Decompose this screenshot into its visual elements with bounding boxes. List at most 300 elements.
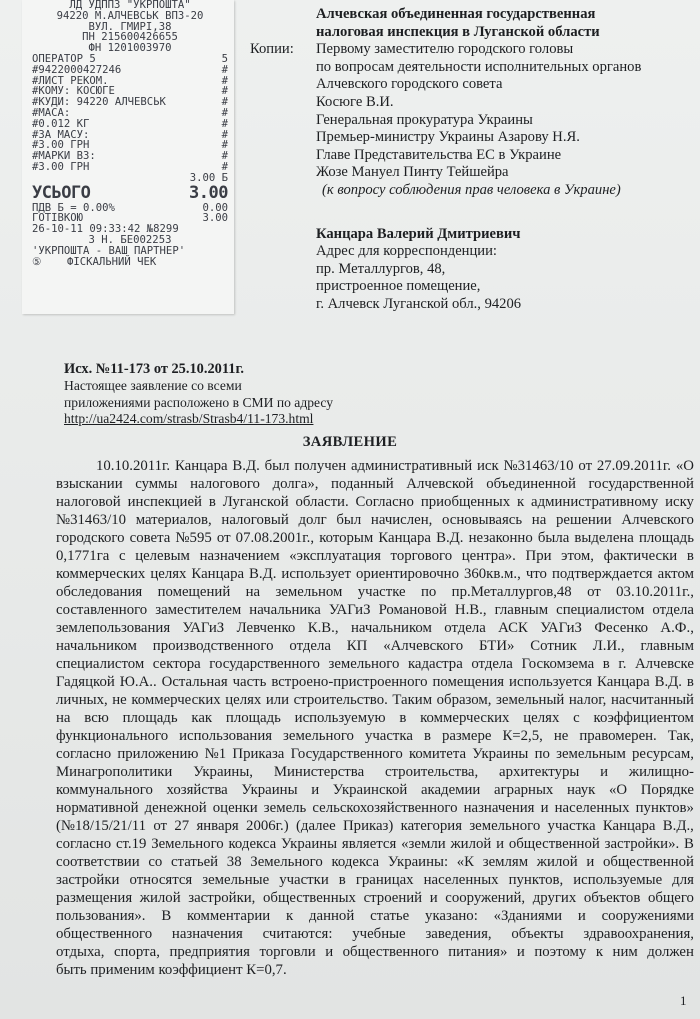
- body-word: населенных: [554, 800, 630, 816]
- body-word: пунктов»: [635, 800, 694, 816]
- receipt-line: 94220 М.АЛЧЕВСЬК ВПЗ-20: [56, 9, 204, 22]
- page-number: 1: [680, 993, 687, 1008]
- body-line: [56, 511, 694, 529]
- body-word: насчитанный: [610, 692, 694, 708]
- body-word: жилищно-: [628, 764, 694, 780]
- copies-note: (к вопросу соблюдения прав человека в Украине): [322, 181, 621, 198]
- body-line: [56, 871, 694, 889]
- body-word: земельные: [202, 872, 270, 888]
- receipt-total-label: УСЬОГО: [32, 182, 91, 203]
- body-word: был: [264, 458, 290, 474]
- body-word: 0,1771га: [56, 548, 110, 564]
- body-word: К=0,7.: [246, 962, 291, 978]
- body-word: часть: [232, 674, 267, 690]
- body-word: Канцара: [191, 566, 245, 582]
- body-word: Земельного: [250, 854, 323, 870]
- body-word: налоговой: [56, 494, 121, 510]
- body-word: Приказ): [342, 818, 394, 834]
- body-word: государственного: [209, 656, 320, 672]
- body-word: земельного: [283, 728, 354, 744]
- body-word: Госкомзема: [521, 656, 595, 672]
- body-word: приобщенных: [420, 494, 511, 510]
- body-word: поэтому: [534, 944, 587, 960]
- body-line: [56, 583, 694, 601]
- receipt-cell-right: 0.00: [202, 201, 228, 214]
- body-word: в: [423, 728, 431, 744]
- body-word: актом: [657, 566, 694, 582]
- receipt-cell-left: #МАРКИ ВЗ:: [32, 150, 96, 163]
- receipt-cell-left: ГОТІВКОЮ: [32, 212, 84, 225]
- body-word: здравоохранения,: [583, 926, 694, 942]
- body-word: используется: [509, 674, 593, 690]
- body-word: Алчевской: [406, 476, 474, 492]
- body-word: земельном: [275, 584, 343, 600]
- body-word: отдела: [289, 638, 331, 654]
- receipt-line: ВУЛ. ГМИРІ,38: [88, 20, 172, 33]
- receipt-line: 'УКРПОШТА - ВАШ ПАРТНЕР': [32, 244, 186, 257]
- body-word: Украины: [280, 836, 338, 852]
- reference-line: приложениями расположено в СМИ по адресу: [64, 394, 334, 410]
- body-word: других: [532, 890, 577, 906]
- body-line: [56, 475, 694, 493]
- body-word: коммерческих: [420, 710, 510, 726]
- body-word: статьей: [170, 854, 219, 870]
- body-word: быть: [56, 962, 91, 978]
- body-word: В.Д.: [249, 566, 277, 582]
- body-word: основываясь: [442, 512, 523, 528]
- body-word: заведения,: [425, 926, 492, 942]
- body-line: [56, 817, 694, 835]
- body-word: материалов,: [135, 512, 212, 528]
- body-word: г.: [618, 656, 627, 672]
- body-word: сектора: [152, 656, 201, 672]
- receipt-line: ФН 1201003970: [88, 42, 172, 55]
- body-word: и: [540, 800, 549, 816]
- body-word: 38: [226, 854, 242, 870]
- body-word: и: [496, 836, 505, 852]
- body-word: инспекцией: [127, 494, 202, 510]
- body-word: на: [56, 710, 71, 726]
- body-word: денежной: [144, 800, 207, 816]
- body-word: целевым: [135, 548, 190, 564]
- body-line: [56, 763, 694, 781]
- receipt-cell-right: 5: [221, 52, 228, 65]
- body-word: (далее: [295, 818, 336, 834]
- copies-item: Премьер-министру Украины Азарову Н.Я.: [316, 129, 580, 146]
- body-word: В: [684, 836, 694, 852]
- body-word: земельного: [469, 818, 541, 834]
- body-word: по: [420, 584, 437, 600]
- body-word: не: [112, 692, 127, 708]
- body-word: и: [586, 854, 595, 870]
- body-word: с: [118, 548, 126, 564]
- body-word: назначения: [171, 926, 243, 942]
- body-line: [56, 853, 694, 871]
- body-word: центра».: [461, 548, 516, 564]
- body-word: ст.19: [115, 836, 147, 852]
- body-word: административный: [350, 458, 473, 474]
- recipient-line: Алчевская объединенная государственная: [316, 6, 596, 22]
- body-word: и: [325, 944, 334, 960]
- body-word: считаются:: [262, 926, 333, 942]
- reference-block: [64, 361, 333, 428]
- body-word: от: [587, 584, 601, 600]
- body-word: землям: [482, 854, 529, 870]
- receipt-cell-left: #0.012 КГ: [32, 117, 90, 130]
- body-word: городского: [56, 530, 125, 546]
- body-word: статье: [370, 908, 410, 924]
- body-word: этом,: [561, 548, 594, 564]
- body-word: Так,: [667, 728, 694, 744]
- body-word: Украины: [241, 782, 298, 798]
- body-word: жилой: [450, 836, 492, 852]
- body-word: земель: [263, 800, 307, 816]
- body-line: [56, 799, 694, 817]
- body-word: долга»,: [272, 476, 319, 492]
- body-word: области.: [295, 494, 349, 510]
- body-word: «Алчевского: [383, 638, 464, 654]
- body-word: участке: [357, 584, 406, 600]
- body-word: Таким: [392, 692, 433, 708]
- sender-line: пр. Металлургов, 48,: [316, 260, 446, 277]
- body-word: специалистом: [556, 602, 645, 618]
- body-word: «О: [675, 458, 694, 474]
- body-word: Государственного: [290, 746, 403, 762]
- body-word: была: [537, 530, 570, 546]
- body-word: В.Д.: [232, 458, 260, 474]
- sender-block: [316, 226, 521, 313]
- body-word: Фесенко: [594, 620, 649, 636]
- receipt-cell-left: #3.00 ГРН: [32, 139, 90, 152]
- body-word: отдела: [652, 602, 694, 618]
- body-word: которым: [319, 530, 374, 546]
- body-word: Украины:: [387, 854, 449, 870]
- body-word: отдыха,: [56, 944, 105, 960]
- body-word: аграрных: [494, 782, 554, 798]
- body-word: земельным: [556, 746, 626, 762]
- receipt-total: [32, 184, 228, 203]
- body-word: используемую: [294, 710, 386, 726]
- body-word: К=2,5,: [502, 728, 543, 744]
- body-word: 03.10.2011г.,: [616, 584, 694, 600]
- body-word: нормативной: [56, 800, 139, 816]
- body-word: застройки: [56, 872, 120, 888]
- body-word: сооружениями: [601, 908, 694, 924]
- body-line: [56, 709, 694, 727]
- body-word: ориентировочно: [355, 566, 459, 582]
- body-word: УАГиЗ: [328, 602, 371, 618]
- body-word: приложению: [117, 746, 199, 762]
- body-word: земельного: [328, 656, 400, 672]
- body-word: Порядке: [640, 782, 694, 798]
- body-word: или: [265, 692, 290, 708]
- body-word: общественного: [56, 926, 153, 942]
- body-line: [56, 619, 694, 637]
- body-word: населенных: [423, 872, 499, 888]
- body-word: застройки,: [188, 890, 256, 906]
- body-word: в: [338, 872, 346, 888]
- body-word: и: [600, 764, 609, 780]
- copies-item: Генеральная прокуратура Украины: [316, 111, 533, 128]
- body-word: В.Д.,: [662, 818, 694, 834]
- body-word: коэффициентом: [593, 710, 694, 726]
- body-word: использует: [281, 566, 351, 582]
- document-title: ЗАЯВЛЕНИЕ: [302, 434, 398, 450]
- body-word: «О: [608, 782, 628, 798]
- body-word: является: [341, 836, 397, 852]
- body-line: [56, 673, 694, 691]
- body-word: 27: [174, 818, 190, 834]
- body-word: государственной: [588, 476, 694, 492]
- copies-item: Главе Представительства ЕС в Украине: [316, 146, 562, 163]
- body-word: как: [191, 710, 213, 726]
- body-word: отдела: [471, 656, 513, 672]
- body-word: главным: [640, 638, 694, 654]
- body-word: назначением: [199, 548, 280, 564]
- body-word: выделена: [574, 530, 634, 546]
- body-word: Сотник: [530, 638, 577, 654]
- body-word: земельный: [496, 692, 565, 708]
- body-word: комментарии: [186, 908, 271, 924]
- body-word: участки: [279, 872, 329, 888]
- receipt-cell-left: #КОМУ: КОСЮГЕ: [32, 85, 115, 98]
- receipt-line: ⑤ ФІСКАЛЬНИЙ ЧЕК: [32, 255, 157, 268]
- body-word: общественной: [508, 836, 600, 852]
- body-word: производственного: [152, 638, 274, 654]
- sender-line: Адрес для корреспонденции:: [316, 243, 497, 260]
- receipt-cell-right: #: [221, 63, 228, 76]
- body-word: административному: [531, 494, 659, 510]
- body-word: кодекса: [331, 854, 380, 870]
- body-word: должен: [647, 944, 694, 960]
- body-line: [56, 565, 694, 583]
- body-word: 10.10.2011г.: [96, 458, 171, 474]
- body-line: [56, 457, 694, 475]
- body-word: обследования: [56, 584, 143, 600]
- body-word: от: [153, 818, 168, 834]
- body-word: поданный: [331, 476, 394, 492]
- body-word: 27.09.2011г.: [596, 458, 671, 474]
- copies-list: [316, 41, 641, 199]
- postal-receipt: [22, 0, 234, 314]
- sender-line: пристроенное помещение,: [316, 278, 481, 295]
- body-word: В.Д.: [436, 530, 464, 546]
- receipt-cell-left: #МАСА:: [32, 106, 71, 119]
- body-word: кадастра: [407, 656, 463, 672]
- body-line: [56, 889, 694, 907]
- body-line: [56, 637, 694, 655]
- body-word: Канцара: [378, 530, 431, 546]
- body-line: [56, 781, 694, 799]
- body-word: «эксплуатация: [289, 548, 381, 564]
- body-word: Минагрополитики: [56, 764, 173, 780]
- body-word: наук: [566, 782, 596, 798]
- body-word: встроено-пристроенного: [271, 674, 428, 690]
- body-word: (№18/15/21/11: [56, 818, 147, 834]
- body-word: отдела: [444, 620, 486, 636]
- body-word: на: [531, 512, 547, 528]
- body-word: взыскании: [56, 476, 123, 492]
- body-word: целях: [150, 566, 187, 582]
- body-word: размещения: [56, 890, 133, 906]
- body-word: «К: [456, 854, 475, 870]
- body-word: налог,: [568, 692, 607, 708]
- body-word: помещения: [432, 674, 505, 690]
- body-word: решении: [556, 512, 612, 528]
- body-word: начальника: [249, 602, 321, 618]
- body-word: образом,: [436, 692, 492, 708]
- body-word: начислен,: [370, 512, 433, 528]
- body-word: личных,: [56, 692, 108, 708]
- body-line: [56, 745, 694, 763]
- body-word: УАГиЗ: [540, 620, 582, 636]
- body-word: Канцара: [174, 458, 228, 474]
- receipt-cell-left: #КУДИ: 94220 АЛЧЕВСЬК: [32, 96, 166, 109]
- body-line: [56, 835, 694, 853]
- body-word: общественного: [342, 944, 439, 960]
- reference-link[interactable]: http://ua2424.com/strasb/Strasb4/11-173.html: [64, 411, 314, 427]
- body-word: со: [148, 854, 163, 870]
- body-word: коммерческих: [56, 566, 146, 582]
- body-word: составленного: [56, 602, 148, 618]
- body-word: Алчевске: [634, 656, 694, 672]
- body-word: торгового: [390, 548, 453, 564]
- body-line: [56, 601, 694, 619]
- body-word: специалистом: [56, 656, 145, 672]
- body-word: заместителем: [155, 602, 242, 618]
- body-word: Украины: [472, 746, 529, 762]
- body-word: объединенной: [486, 476, 576, 492]
- body-word: целях: [523, 710, 560, 726]
- body-word: функционального: [56, 728, 169, 744]
- body-word: указано:: [425, 908, 478, 924]
- body-word: суммы: [135, 476, 178, 492]
- body-word: площадь: [225, 710, 281, 726]
- body-word: КП: [346, 638, 368, 654]
- receipt-cell-left: #9422000427246: [32, 63, 122, 76]
- body-line: [56, 961, 694, 979]
- sender-name: Канцара Валерий Дмитриевич: [316, 226, 521, 242]
- receipt-line: [32, 119, 228, 130]
- body-word: площадь: [122, 710, 178, 726]
- receipt-cell-right: #: [221, 139, 228, 152]
- receipt-cell-left: #ЛИСТ РЕКОМ.: [32, 74, 109, 87]
- body-word: комитета: [408, 746, 467, 762]
- receipt-line: [32, 65, 228, 76]
- body-word: строительства,: [384, 764, 479, 780]
- body-word: согласно: [56, 746, 112, 762]
- body-word: питания»: [448, 944, 508, 960]
- body-word: что: [525, 566, 547, 582]
- body-word: Л.И.,: [592, 638, 625, 654]
- sender-line: г. Алчевск Луганской обл., 94206: [316, 295, 522, 312]
- receipt-line: ПН 215600426655: [82, 31, 178, 44]
- body-word: предприятия: [169, 944, 250, 960]
- body-word: коммерческих: [131, 692, 221, 708]
- body-line: [56, 727, 694, 745]
- receipt-cell-right: #: [221, 96, 228, 109]
- body-word: Н.В.,: [454, 602, 487, 618]
- body-word: данной: [309, 908, 355, 924]
- recipient: [316, 6, 690, 41]
- body-word: АСК: [498, 620, 528, 636]
- receipt-cell-right: #: [221, 128, 228, 141]
- copies-item: по вопросам деятельности исполнительных органов: [316, 58, 642, 75]
- body-word: строительство.: [293, 692, 388, 708]
- body-word: начальником: [56, 638, 137, 654]
- body-word: к: [516, 494, 525, 510]
- body-word: правомерен.: [579, 728, 657, 744]
- body-word: к: [286, 908, 294, 924]
- body-line: [56, 943, 694, 961]
- body-word: коэффициент: [158, 962, 247, 978]
- body-line: [56, 493, 694, 511]
- body-word: пользования».: [56, 908, 146, 924]
- body-word: УАГиЗ: [182, 620, 225, 636]
- body-word: торговли: [259, 944, 316, 960]
- body-line: [56, 691, 694, 709]
- body-word: хозяйства: [166, 782, 228, 798]
- body-word: Ю.А..: [119, 674, 157, 690]
- body-word: от: [578, 458, 593, 474]
- body-word: 2006г.): [246, 818, 289, 834]
- body-word: совета: [129, 530, 171, 546]
- body-word: ресурсам,: [632, 746, 694, 762]
- body-word: согласно: [56, 836, 112, 852]
- body-word: жилой: [139, 890, 181, 906]
- copies-item: Жозе Мануел Пинту Тейшейра: [316, 164, 509, 181]
- body-word: №1: [204, 746, 227, 762]
- body-word: в: [602, 656, 610, 672]
- body-word: Земельного: [151, 836, 224, 852]
- body-word: был: [336, 512, 362, 528]
- body-word: №31463/10: [56, 512, 127, 528]
- receipt-line: ЛД УДППЗ "УКРПОШТА": [69, 0, 191, 11]
- receipt-line: [32, 173, 228, 184]
- receipt-cell-right: #: [221, 106, 228, 119]
- body-word: и: [577, 908, 586, 924]
- body-word: долг: [298, 512, 327, 528]
- body-word: подтверждается: [551, 566, 653, 582]
- body-word: Левченко: [236, 620, 296, 636]
- receipt-cell-right: #: [221, 160, 228, 173]
- body-word: Романовой: [378, 602, 447, 618]
- body-word: учебные: [352, 926, 406, 942]
- body-word: относятся: [129, 872, 193, 888]
- body-word: общественной: [602, 854, 694, 870]
- body-word: В: [161, 908, 172, 924]
- body-word: Украинской: [332, 782, 408, 798]
- receipt-cell-left: ОПЕРАТОР 5: [32, 52, 96, 65]
- body-word: от: [216, 530, 231, 546]
- body-word: размере: [441, 728, 492, 744]
- body-word: используемые: [573, 872, 663, 888]
- body-line: [56, 529, 694, 547]
- body-word: Приказа: [232, 746, 285, 762]
- receipt-total-value: 3.00: [189, 182, 228, 203]
- body-word: 360кв.м.,: [463, 566, 521, 582]
- body-word: Канцара: [597, 674, 650, 690]
- outgoing-number: Исх. №11-173 от 25.10.2011г.: [64, 361, 244, 377]
- body-word: ним: [612, 944, 638, 960]
- body-word: в: [686, 548, 694, 564]
- body-word: не: [553, 728, 569, 744]
- body-line: [56, 907, 694, 925]
- receipt-cell-right: #: [221, 85, 228, 98]
- body-word: общего: [647, 890, 694, 906]
- receipt-cell-right: 3.00: [202, 212, 228, 225]
- body-word: спорта,: [113, 944, 160, 960]
